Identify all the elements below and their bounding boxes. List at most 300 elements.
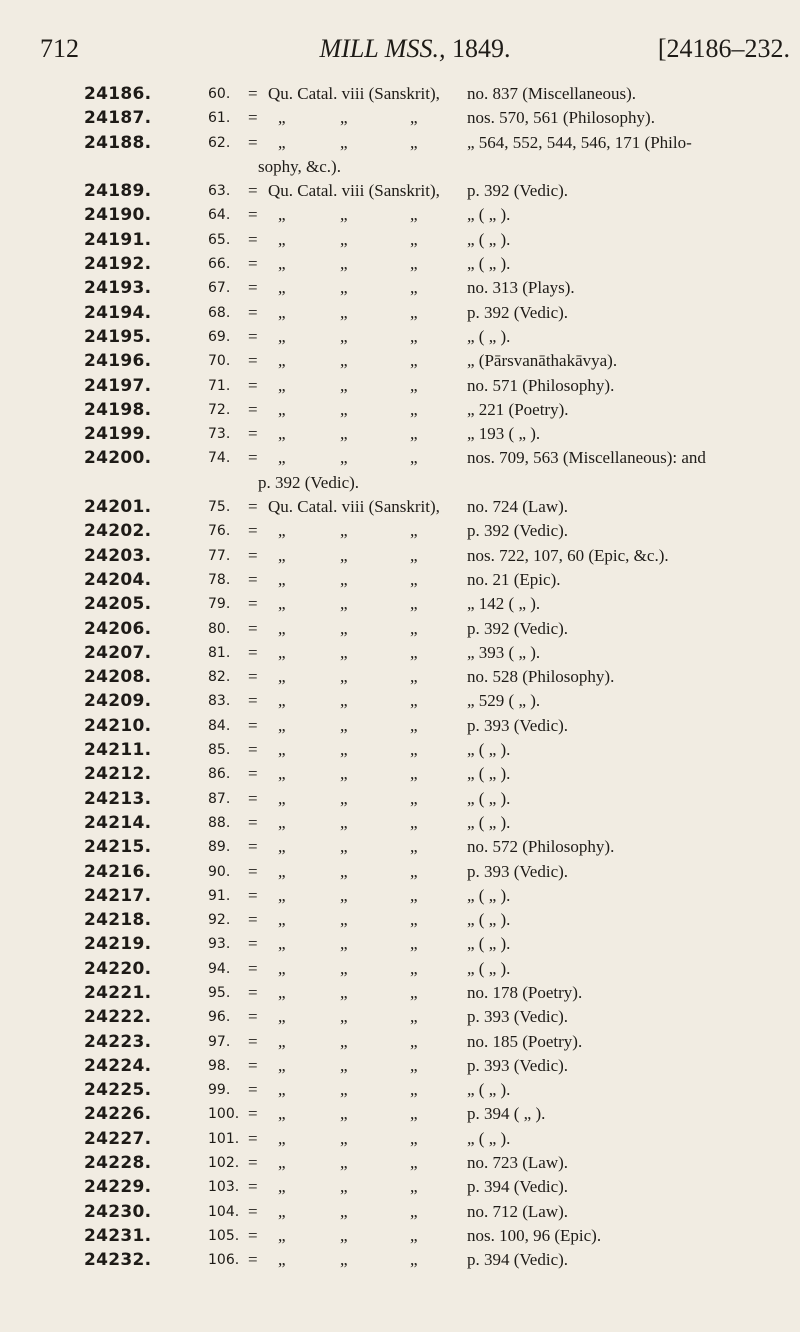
catalogue-entries [0,82,800,1273]
ditto-mark: „ [278,326,286,346]
entry-description: no. 837 (Miscellaneous). [467,84,637,103]
entry-number: 70. [208,353,231,370]
ditto-mark: „ [340,448,348,468]
equals-sign: = [248,788,258,808]
equals-sign: = [248,982,258,1002]
equals-sign: = [248,302,258,322]
entry-id: 24211. [84,740,152,761]
entry-description: „ ( „ ). [467,1080,511,1100]
ditto-mark: „ [410,958,418,978]
entry-id: 24216. [84,861,152,882]
ditto-mark: „ [278,448,286,468]
ditto-mark: „ [410,1201,418,1221]
ditto-mark: „ [278,108,286,128]
ditto-mark: „ [278,1128,286,1148]
equals-sign: = [248,1104,258,1124]
catalogue-entry [0,617,800,641]
ditto-mark: „ [410,326,418,346]
entry-id: 24227. [84,1128,152,1149]
ditto-mark: „ [340,1128,348,1148]
ditto-mark: „ [278,740,286,760]
ditto-mark: „ [410,812,418,832]
equals-sign: = [248,642,258,662]
catalogue-entry [0,1078,800,1102]
ditto-mark: „ [340,205,348,225]
equals-sign: = [248,934,258,954]
equals-sign: = [248,594,258,614]
entry-description: p. 393 (Vedic). [467,1055,569,1075]
entry-description: p. 392 (Vedic). [467,181,569,201]
entry-number: 71. [208,377,231,394]
ditto-mark: „ [340,934,348,954]
entry-id: 24189. [84,181,152,202]
entry-number: 102. [208,1155,240,1172]
entry-description: „ ( „ ). [467,788,511,808]
ditto-mark: „ [278,642,286,662]
entry-id: 24202. [84,521,152,542]
ditto-mark: „ [278,691,286,711]
ditto-mark: „ [340,618,348,638]
ditto-mark: „ [410,667,418,687]
entry-description: „ ( „ ). [467,254,511,274]
catalogue-entry [0,738,800,762]
equals-sign: = [248,861,258,881]
entry-number: 89. [208,839,231,856]
ditto-mark: „ [278,861,286,881]
ditto-mark: „ [278,375,286,395]
catalogue-entry [0,1005,800,1029]
entry-description: p. 393 (Vedic). [467,861,569,881]
ditto-mark: „ [410,910,418,930]
entry-id: 24197. [84,375,152,396]
ditto-mark: „ [278,254,286,274]
ditto-mark: „ [278,812,286,832]
entry-id: 24213. [84,788,152,809]
catalogue-entry [0,665,800,689]
equals-sign: = [248,448,258,468]
entry-description: „ 142 ( „ ). [467,594,541,614]
equals-sign: = [248,132,258,152]
ditto-mark: „ [410,715,418,735]
equals-sign: = [248,399,258,419]
entry-number: 79. [208,596,231,613]
entry-id: 24192. [84,254,152,275]
ditto-mark: „ [340,1250,348,1270]
entry-id: 24201. [84,497,152,518]
entry-description: „ ( „ ). [467,934,511,954]
catalogue-entry [0,179,800,203]
ditto-mark: „ [410,618,418,638]
equals-sign: = [248,278,258,298]
entry-description: „ 564, 552, 544, 546, 171 (Philo- [467,132,692,152]
entry-description: „ ( „ ). [467,740,511,760]
ditto-mark: „ [278,764,286,784]
equals-sign: = [248,569,258,589]
ditto-mark: „ [410,1153,418,1173]
catalogue-entry [0,131,800,155]
ditto-mark: „ [410,788,418,808]
entry-id: 24224. [84,1055,152,1076]
entry-description: „ 393 ( „ ). [467,642,541,662]
ditto-mark: „ [340,424,348,444]
catalogue-entry [0,1151,800,1175]
page-number: 712 [40,34,79,63]
ditto-mark: „ [340,594,348,614]
ditto-mark: „ [410,399,418,419]
ditto-mark: „ [340,642,348,662]
catalogue-entry [0,981,800,1005]
entry-number: 96. [208,1009,231,1026]
ditto-mark: „ [278,1201,286,1221]
entry-number: 63. [208,183,231,200]
entry-description: „ 193 ( „ ). [467,424,541,444]
entry-id: 24193. [84,278,152,299]
ditto-mark: „ [340,229,348,249]
catalogue-entry [0,932,800,956]
ditto-mark: „ [410,885,418,905]
ditto-mark: „ [410,521,418,541]
running-title-year: 1849. [451,34,511,63]
equals-sign: = [248,1177,258,1197]
ditto-mark: „ [410,545,418,565]
ditto-mark: „ [340,545,348,565]
entry-number: 84. [208,717,231,734]
catalogue-entry [0,1102,800,1126]
entry-number: 77. [208,547,231,564]
entry-id: 24222. [84,1007,152,1028]
ditto-mark: „ [340,958,348,978]
entry-number: 91. [208,887,231,904]
ditto-mark: „ [410,1031,418,1051]
entry-id: 24210. [84,715,152,736]
entry-id: 24191. [84,229,152,250]
entry-number: 88. [208,814,231,831]
catalogue-entry [0,203,800,227]
catalogue-entry [0,422,800,446]
entry-number: 69. [208,328,231,345]
ditto-mark: „ [278,958,286,978]
ditto-mark: „ [340,982,348,1002]
ditto-mark: „ [278,837,286,857]
entry-number: 76. [208,523,231,540]
equals-sign: = [248,1007,258,1027]
ditto-mark: „ [340,569,348,589]
entry-id: 24225. [84,1080,152,1101]
entry-number: 82. [208,669,231,686]
equals-sign: = [248,1080,258,1100]
ditto-mark: „ [278,1104,286,1124]
catalogue-entry [0,252,800,276]
entry-number: 106. [208,1252,240,1269]
entry-description: nos. 570, 561 (Philosophy). [467,108,655,128]
entry-description: no. 528 (Philosophy). [467,667,615,687]
ditto-mark: „ [278,1177,286,1197]
ditto-mark: „ [340,302,348,322]
ditto-mark: „ [278,229,286,249]
entry-description: no. 712 (Law). [467,1201,569,1221]
entry-number: 85. [208,742,231,759]
catalogue-entry [0,641,800,665]
entry-description: p. 393 (Vedic). [467,1007,569,1027]
entry-description: „ ( „ ). [467,764,511,784]
ditto-mark: „ [410,764,418,784]
equals-sign: = [248,1055,258,1075]
catalogue-entry [0,860,800,884]
entry-number: 81. [208,644,231,661]
ditto-mark: „ [340,715,348,735]
equals-sign: = [248,885,258,905]
entry-number: 99. [208,1082,231,1099]
equals-sign: = [248,618,258,638]
catalogue-entry [0,592,800,616]
ditto-mark: „ [410,642,418,662]
ditto-mark: „ [340,132,348,152]
equals-sign: = [248,1250,258,1270]
ditto-mark: „ [410,254,418,274]
equals-sign: = [248,521,258,541]
entry-id: 24186. [84,84,152,104]
entry-id: 24208. [84,667,152,688]
entry-id: 24194. [84,302,152,323]
entry-description: p. 392 (Vedic). [467,302,569,322]
page-header [40,34,790,74]
entry-number: 62. [208,134,231,151]
equals-sign: = [248,740,258,760]
ditto-mark: „ [278,618,286,638]
ditto-mark: „ [340,1007,348,1027]
entry-description: „ (Pārsvanāthakāvya). [467,351,618,371]
entry-number: 80. [208,620,231,637]
entry-number: 60. [208,86,231,102]
catalogue-entry [0,1030,800,1054]
catalogue-entry [0,325,800,349]
catalogue-entry [0,544,800,568]
ditto-mark: „ [410,982,418,1002]
entry-description: p. 392 (Vedic). [467,618,569,638]
entry-number: 92. [208,912,231,929]
ditto-mark: „ [410,1080,418,1100]
equals-sign: = [248,667,258,687]
catalogue-entry [0,301,800,325]
entry-description: „ 529 ( „ ). [467,691,541,711]
ditto-mark: „ [278,399,286,419]
entry-number: 66. [208,256,231,273]
ditto-mark: „ [278,351,286,371]
ditto-mark: „ [340,1177,348,1197]
entry-number: 65. [208,231,231,248]
ditto-mark: „ [340,1104,348,1124]
entry-number: 103. [208,1179,240,1196]
ditto-mark: „ [340,326,348,346]
ditto-mark: „ [410,934,418,954]
catalogue-entry [0,835,800,859]
entry-id: 24214. [84,812,152,833]
ditto-mark: „ [278,1031,286,1051]
ditto-mark: „ [278,788,286,808]
entry-description: p. 394 ( „ ). [467,1104,546,1124]
entry-continuation [0,471,800,495]
entry-id: 24203. [84,545,152,566]
catalogue-entry [0,714,800,738]
equals-sign: = [248,351,258,371]
entry-number: 61. [208,110,231,127]
catalogue-entry [0,908,800,932]
entry-number: 101. [208,1130,240,1147]
entry-number: 72. [208,401,231,418]
entry-description: „ ( „ ). [467,229,511,249]
entry-id: 24199. [84,424,152,445]
entry-description: „ ( „ ). [467,1128,511,1148]
ditto-mark: „ [278,594,286,614]
entry-number: 73. [208,426,231,443]
ditto-mark: „ [278,521,286,541]
catalogue-entry [0,349,800,373]
entry-number: 100. [208,1106,240,1123]
ditto-mark: „ [340,108,348,128]
entry-description: „ ( „ ). [467,958,511,978]
ditto-mark: „ [340,1201,348,1221]
equals-sign: = [248,1153,258,1173]
ditto-mark: „ [278,667,286,687]
entry-description: „ ( „ ). [467,205,511,225]
catalogue-reference: Qu. Catal. viii (Sanskrit), [268,497,440,517]
equals-sign: = [248,108,258,128]
catalogue-reference: Qu. Catal. viii (Sanskrit), [268,181,440,201]
equals-sign: = [248,205,258,225]
catalogue-entry [0,228,800,252]
entry-number: 94. [208,960,231,977]
ditto-mark: „ [410,594,418,614]
entry-description: „ ( „ ). [467,885,511,905]
ditto-mark: „ [278,982,286,1002]
continuation-text: sophy, &c.). [258,156,341,176]
ditto-mark: „ [278,1055,286,1075]
entry-id: 24229. [84,1177,152,1198]
ditto-mark: „ [340,1055,348,1075]
equals-sign: = [248,1201,258,1221]
entry-id: 24205. [84,594,152,615]
ditto-mark: „ [340,812,348,832]
entry-number: 83. [208,693,231,710]
ditto-mark: „ [278,424,286,444]
catalogue-entry [0,884,800,908]
catalogue-entry [0,1248,800,1272]
entry-id: 24209. [84,691,152,712]
equals-sign: = [248,229,258,249]
entry-id: 24200. [84,448,152,469]
catalogue-reference: Qu. Catal. viii (Sanskrit), [268,84,440,103]
entry-number: 75. [208,499,231,516]
ditto-mark: „ [340,278,348,298]
entry-description: „ ( „ ). [467,812,511,832]
ditto-mark: „ [410,108,418,128]
entry-number: 87. [208,790,231,807]
entry-description: no. 185 (Poetry). [467,1031,583,1051]
ditto-mark: „ [340,667,348,687]
entry-description: no. 723 (Law). [467,1153,569,1173]
ditto-mark: „ [278,302,286,322]
equals-sign: = [248,958,258,978]
ditto-mark: „ [410,1104,418,1124]
ditto-mark: „ [410,375,418,395]
entry-number: 86. [208,766,231,783]
catalogue-entry [0,1054,800,1078]
entry-id: 24221. [84,982,152,1003]
entry-id: 24207. [84,642,152,663]
equals-sign: = [248,254,258,274]
entry-id: 24187. [84,108,152,129]
entry-description: no. 571 (Philosophy). [467,375,615,395]
catalogue-entry [0,398,800,422]
entry-description: p. 393 (Vedic). [467,715,569,735]
entry-id: 24231. [84,1225,152,1246]
entry-id: 24190. [84,205,152,226]
entry-id: 24212. [84,764,152,785]
ditto-mark: „ [340,351,348,371]
ditto-mark: „ [410,861,418,881]
entry-id: 24215. [84,837,152,858]
catalogue-entry [0,762,800,786]
ditto-mark: „ [340,910,348,930]
ditto-mark: „ [278,569,286,589]
ditto-mark: „ [410,1250,418,1270]
catalogue-entry [0,1224,800,1248]
entry-description: p. 394 (Vedic). [467,1177,569,1197]
entry-number: 74. [208,450,231,467]
ditto-mark: „ [340,740,348,760]
entry-number: 97. [208,1033,231,1050]
entry-range: [24186–232. [657,34,790,63]
ditto-mark: „ [340,254,348,274]
entry-id: 24188. [84,132,152,153]
catalogue-entry [0,82,800,106]
entry-number: 67. [208,280,231,297]
catalogue-entry [0,374,800,398]
ditto-mark: „ [410,278,418,298]
ditto-mark: „ [278,545,286,565]
ditto-mark: „ [410,1225,418,1245]
equals-sign: = [248,1031,258,1051]
catalogue-entry [0,446,800,470]
catalogue-entry [0,1200,800,1224]
entry-number: 98. [208,1057,231,1074]
entry-id: 24206. [84,618,152,639]
equals-sign: = [248,837,258,857]
equals-sign: = [248,812,258,832]
equals-sign: = [248,424,258,444]
ditto-mark: „ [278,1153,286,1173]
catalogue-entry [0,1127,800,1151]
entry-description: no. 178 (Poetry). [467,982,583,1002]
ditto-mark: „ [410,424,418,444]
ditto-mark: „ [340,1080,348,1100]
catalogue-entry [0,811,800,835]
ditto-mark: „ [340,691,348,711]
entry-number: 105. [208,1227,240,1244]
ditto-mark: „ [278,205,286,225]
entry-number: 90. [208,863,231,880]
ditto-mark: „ [340,861,348,881]
entry-description: no. 572 (Philosophy). [467,837,615,857]
ditto-mark: „ [410,1007,418,1027]
ditto-mark: „ [278,910,286,930]
entry-id: 24219. [84,934,152,955]
entry-description: „ ( „ ). [467,326,511,346]
entry-description: „ ( „ ). [467,910,511,930]
ditto-mark: „ [410,448,418,468]
equals-sign: = [248,497,258,517]
entry-id: 24218. [84,910,152,931]
